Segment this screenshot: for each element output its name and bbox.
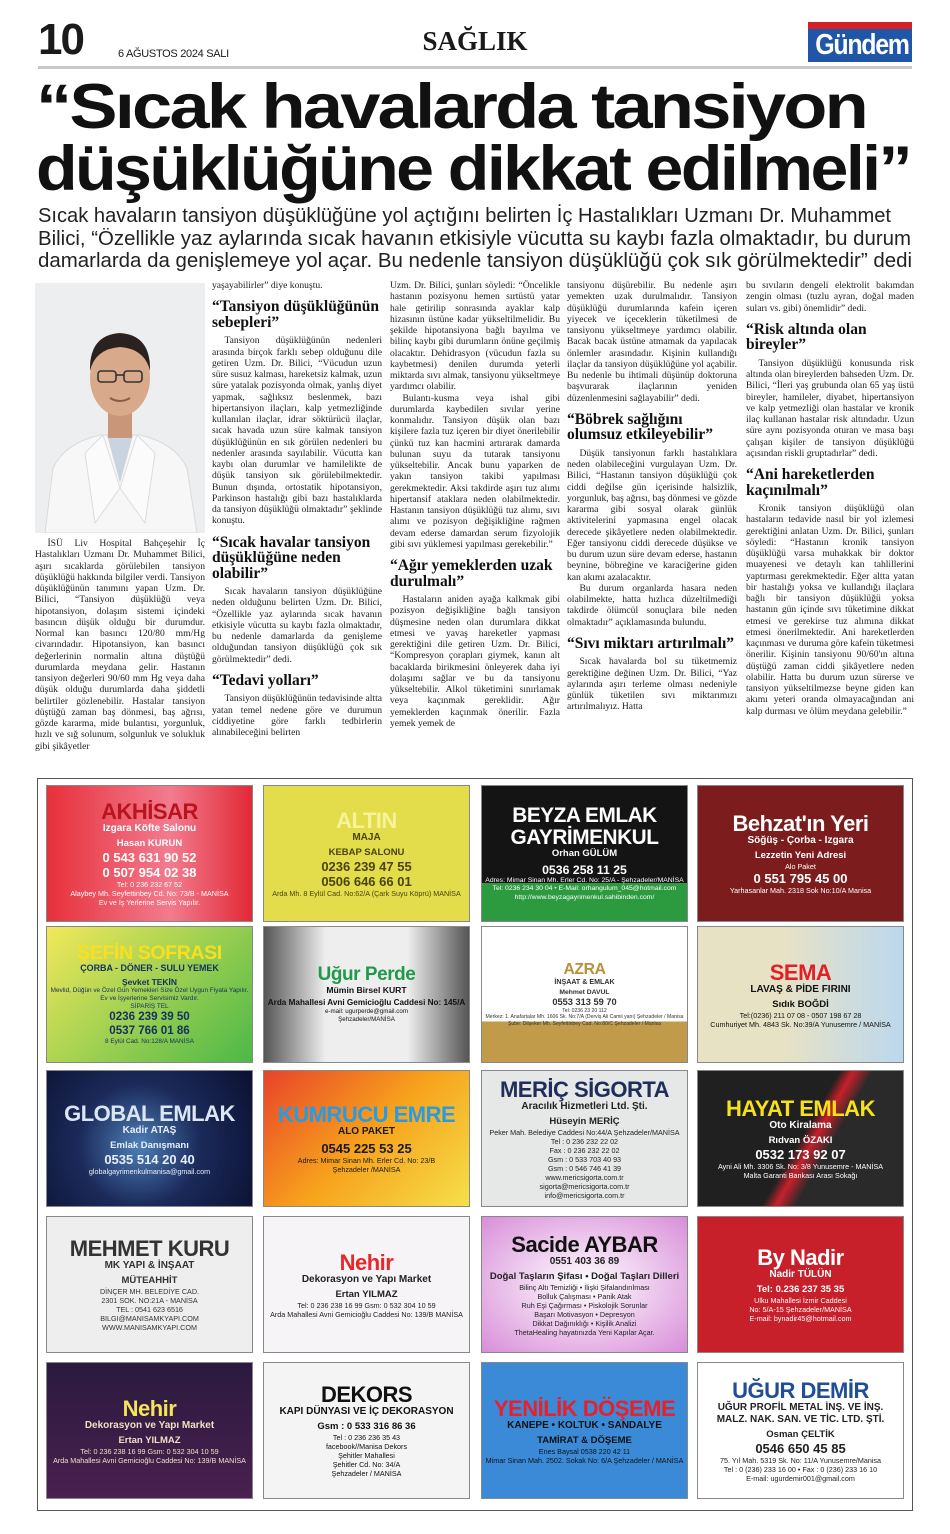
ad-title: Behzat'ın Yeri <box>732 811 869 836</box>
advertisement-card[interactable] <box>481 926 688 1063</box>
ad-title: KUMRUCU EMRE <box>277 1102 456 1127</box>
ad-detail-line: globalgayrimenkulmanisa@gmail.com <box>88 1166 211 1176</box>
ad-detail-line: Adres: Mimar Sinan Mh. Erler Cd. No: 23/B <box>297 1156 436 1165</box>
ad-detail-line: Tel: 0 236 238 16 99 Gsm: 0 532 304 10 59 <box>80 1446 219 1456</box>
ad-title: MERİÇ SİGORTA <box>499 1076 670 1102</box>
ad-subtitle: MK YAPI & İNŞAAT <box>104 1260 195 1271</box>
ad-subtitle: Aracılık Hizmetleri Ltd. Şti. <box>521 1100 648 1112</box>
paragraph: Sıcak havaların tansiyon düşüklüğüne neden olduğunu belirten Uzm. Dr. Bilici, “Özellikle yaz aylarında sıcak havanın etkisiyle vücutta su kaybı fazla olmaktadır, bu nedenle damarlarda da genişleme olduğundan tansiyon düşüklüğü çok sık görülmektedir” dedi. <box>212 586 382 665</box>
ad-detail-line: Ertan YILMAZ <box>335 1288 398 1300</box>
ad-detail-line: Tel: 0.236 237 35 35 <box>756 1284 845 1295</box>
ad-detail-line: Tel: 0 236 232 67 52 <box>116 880 183 889</box>
ad-detail-line: SİPARİŞ TEL <box>130 1003 169 1011</box>
ad-subtitle: KANEPE • KOLTUK • SANDALYE <box>507 1419 662 1431</box>
ad-detail-line: Merkez: 1. Anafartalar Mh. 1606 Sk. No:7/A (Derviş Ali Camii yanı) Şehzadeler / Manisa <box>485 1014 684 1021</box>
ad-detail-line: Tel : 0 236 232 22 02 <box>550 1136 619 1146</box>
ad-subtitle: Nadir TÜLÜN <box>769 1269 832 1280</box>
ad-detail-line: 0236 239 39 50 <box>109 1011 190 1024</box>
ad-detail-line: Rıdvan ÖZAKI <box>768 1135 833 1146</box>
paragraph: bu sıvıların dengeli elektrolit bakımdan zengin olması (tuzlu ayran, doğal maden suları vs. gibi) önemlidir” dedi. <box>746 280 914 314</box>
article-lead <box>38 205 913 273</box>
ad-title: Uğur Perde <box>317 964 416 986</box>
ad-detail-line: Lezzetin Yeni Adresi <box>754 850 847 861</box>
ad-detail-line: KEBAP SALONU <box>328 847 405 858</box>
ad-title: ALTIN <box>336 808 397 833</box>
ad-detail-line: Ev ve İş Yerlerine Servis Yapılır. <box>98 898 201 907</box>
ad-detail-line: Doğal Taşların Şifası • Doğal Taşları Dilleri <box>489 1270 680 1282</box>
subheading: “Sıcak havalar tansiyon düşüklüğüne neden olabilir” <box>212 533 371 582</box>
ad-detail-line: Şube: Dilşeker Mh. Seyfettinbey Cad. No:80/C Şehzadeler / Manisa <box>507 1020 662 1027</box>
ad-detail-line: No: 5/A-15 Şehzadeler/MANİSA <box>749 1305 852 1314</box>
ad-title: UĞUR DEMİR <box>732 1377 869 1403</box>
subheading: “Böbrek sağlığını olumsuz etkileyebilir” <box>567 410 713 444</box>
ad-detail-line: DİNÇER MH. BELEDİYE CAD. <box>99 1287 200 1296</box>
ad-title: MEHMET KURU <box>69 1236 230 1261</box>
advertisement-card[interactable] <box>46 785 253 922</box>
ad-detail-line: 0 551 795 45 00 <box>753 871 848 886</box>
subheading: “Risk altında olan bireyler” <box>746 320 867 354</box>
ad-detail-line: Arda Mahallesi Avni Gemicioğlu Caddesi No: 139/B MANİSA <box>53 1455 246 1465</box>
advertisement-card[interactable] <box>46 1216 253 1353</box>
paragraph: Tansiyon düşüklüğü konusunda risk altında olan bireylerden bahseden Uzm. Dr. Bilici, “İleri yaş grubunda olan 65 yaş üstü bireyler, hamileler, diyabet, hipertansiyon ve kalp yetmezliği olan hastalar ve kronik ilaç kullanan hastalar risk altındadır. Uzun süre aynı pozisyonda oturan ve masa başı çalışan kişiler de tansiyon düşüklüğü açısından riskli gruptadırlar” dedi. <box>746 357 914 459</box>
ad-detail-line: Gsm : 0 546 746 41 39 <box>547 1163 622 1173</box>
subheading: “Sıvı miktarı artırılmalı” <box>567 634 735 652</box>
ad-title: DEKORS <box>320 1382 413 1407</box>
ad-detail-line: Hasan KURUN <box>116 838 183 849</box>
ad-subtitle: 0551 403 36 89 <box>549 1255 620 1267</box>
ad-detail-line: http://www.beyzagayrimenkul.sahibinden.com/ <box>514 893 655 901</box>
ad-title: YENİLİK DÖŞEME <box>493 1395 676 1421</box>
advertisement-card[interactable] <box>263 1216 470 1353</box>
subheading: “Ağır yemeklerden uzak durulmalı” <box>390 557 553 590</box>
advertisement-card[interactable] <box>697 1362 904 1499</box>
ad-detail-line: Ertan YILMAZ <box>118 1434 181 1446</box>
ad-detail-line: Dikkat Dağınıklığı • Kişilik Analizi <box>532 1318 637 1328</box>
section-title: SAĞLIK <box>422 26 528 56</box>
advertisement-card[interactable] <box>481 1362 688 1499</box>
ad-detail-line: 2301 SOK. NO:21A - MANİSA <box>101 1296 198 1305</box>
lead-line: damarlarda da genişlemeye yol açar. Bu nedenle tansiyon düşüklüğü çok sık görülmektedir” dedi <box>38 250 912 272</box>
photo-caption-column <box>35 538 205 772</box>
paragraph: İSÜ Liv Hospital Bahçeşehir İç Hastalıkları Uzmanı Dr. Muhammet Bilici, aşırı sıcaklarda görülebilen tansiyon düşüklüğü hakkında bilgiler verdi. Tansiyon düşüklüğünün tanımını yapan Uzm. Dr. Bilici, “Tansiyon düşüklüğü veya hipotansiyon, dolaşım sistemi içindeki basıncın düşük olduğu bir durumdur. Normal kan basıncı 120/80 mm/Hg civarındadır. Hipotansiyon, kan basıncı değerlerinin normalin altına düştüğü durumlarda meydana gelir. Hastanın tansiyon değerleri 90/60 mm Hg veya daha düşük olduğu durumlarda daha şiddetli belirtiler gözlenebilir. Hastalar tansiyon düştüğü zaman baş dönmesi, baş ağrısı, gözde kararma, mide bulantısı, yorgunluk, hızlı ve sığ solunum, solgunluk ve solukluk gibi şikâyetler <box>35 538 205 752</box>
paragraph: Bu durum organlarda hasara neden olabilmekte, hatta hızlıca düzeltilmediği takdirde ölümcül sonuçlara bile neden olmaktadır” açıklamasında bulundu. <box>567 582 737 628</box>
ad-detail-line: Arda Mahallesi Avni Gemicioğlu Caddesi No: 139/B MANİSA <box>270 1309 463 1319</box>
ad-detail-line: E-mail: bynadir45@hotmail.com <box>749 1314 852 1323</box>
ad-detail-line: 0553 313 59 70 <box>552 997 617 1008</box>
ad-subtitle: MAJA <box>352 832 381 843</box>
advertisement-card[interactable] <box>481 1070 688 1207</box>
ad-detail-line: 0506 646 66 01 <box>321 874 412 889</box>
header-divider <box>38 66 912 69</box>
advertisement-card[interactable] <box>697 926 904 1063</box>
ad-title: GLOBAL EMLAK <box>64 1100 235 1126</box>
ad-detail-line: Bolluk Çalışması • Panik Atak <box>537 1291 632 1301</box>
ad-detail-line: 0535 514 20 40 <box>104 1151 195 1167</box>
ad-detail-line: Tel: 0 236 238 16 99 Gsm: 0 532 304 10 59 <box>297 1300 436 1310</box>
ad-detail-line: Gsm : 0 533 316 86 36 <box>317 1421 416 1432</box>
paragraph: Tansiyon düşüklüğünün tedavisinde altta yatan temel nedene göre ve durumun ciddiyetine göre farklı tedbirlerin alınabileceğini belirten <box>212 693 382 738</box>
article-column <box>567 280 737 772</box>
ad-detail-line: Yarhasanlar Mah. 2318 Sok No:10/A Manisa <box>729 886 872 895</box>
ad-subtitle: Izgara Köfte Salonu <box>102 823 197 834</box>
ad-detail-line: Arda Mahallesi Avni Gemicioğlu Caddesi No: 145/A <box>267 997 466 1007</box>
paragraph: Bulantı-kusma veya ishal gibi durumlarda kaybedilen sıvılar yerine konmalıdır. Tansiyon düşük olan bazı kişilere fazla tuz içeren bir diyet önerilebilir çünkü tuz kan hacmini artırarak damarda bulunan suyu da tutarak tansiyonu yükseltebilir. Ancak bunu yaparken de yakın tansiyon takibi yapılması gerekmektedir. Aksi takdirde aşırı tuz alımı hipertansif ataklara neden olabilmektedir. Hastanın tansiyon düşüklüğü tuz alımı, sıvı alımı ve pozisyon değişikliğine rağmen devam ederse damardan serum fizyolojik gibi sıvı yüklemesi yapılması gerekebilir.” <box>390 392 560 550</box>
ad-detail-line: Mevlid, Düğün ve Özel Gün Yemekleri Size Özel Uygun Fiyata Yapılır. <box>50 987 249 995</box>
paragraph: Düşük tansiyonun farklı hastalıklara neden olabileceğini vurgulayan Uzm. Dr. Bilici, “Hastanın tansiyon düşüklüğü çok ciddi değilse gün içerisinde halsizlik, yorgunluk, baş ağrısı, baş dönmesi ve gözde kararma gibi sosyal olarak günlük aktivitelerini yapmasına engel olacak derecede şikâyetlere neden olabilmektedir. Eğer tansiyonu ciddi derecede düşükse ve bu durum uzun süre devam ederse, hastanın beynine, böbreğine ve karaciğerine giden kan akımı azalacaktır. <box>567 447 737 583</box>
ad-detail-line: Enes Baysal 0538 220 42 11 <box>538 1446 631 1456</box>
ad-title: By Nadir <box>757 1245 844 1270</box>
advertisement-card[interactable] <box>263 926 470 1063</box>
ad-detail-line: Şehitler Cd. No: 34/A <box>332 1460 401 1469</box>
ad-title: Sacide AYBAR <box>511 1231 658 1257</box>
advertisement-card[interactable] <box>481 785 688 922</box>
ad-title: AKHİSAR <box>101 799 198 824</box>
ad-subtitle: İNŞAAT & EMLAK <box>554 978 615 987</box>
paragraph: yaşayabilirler” diye konuştu. <box>212 280 323 291</box>
ad-detail-line: Adres: Mimar Sinan Mh. Erler Cd. No: 25/A - Şehzadeler/MANİSA <box>485 876 684 884</box>
ad-detail-line: Gsm : 0 533 703 40 93 <box>547 1154 622 1164</box>
page-number: 10 <box>38 15 83 64</box>
ad-detail-line: Mehmet DAVUL <box>559 988 610 996</box>
ad-detail-line: 0 507 954 02 38 <box>102 865 197 880</box>
advertisement-card[interactable] <box>263 785 470 922</box>
ad-subtitle: UĞUR PROFİL METAL İNŞ. VE İNŞ. MALZ. NAK. SAN. VE TİC. LTD. ŞTİ. <box>716 1401 885 1425</box>
ad-detail-line: Ayni Ali Mh. 3306 Sk. No: 3/8 Yunusemre - MANİSA <box>717 1162 884 1171</box>
ad-detail-line: Alaybey Mh. Seyfettinbey Cd. No: 73/B - MANİSA <box>70 889 229 898</box>
lead-line: Sıcak havaların tansiyon düşüklüğüne yol açtığını belirten İç Hastalıkları Uzmanı Dr. Muhammet <box>38 205 891 227</box>
ad-detail-line: 75. Yıl Mah. 5319 Sk. No: 11/A Yunusemre/Manisa <box>719 1455 881 1465</box>
logo-prefix: Manisa'da <box>811 22 845 29</box>
advertisement-card[interactable] <box>46 926 253 1063</box>
ad-detail-line: TAMİRAT & DÖŞEME <box>537 1434 632 1446</box>
advertisement-card[interactable] <box>263 1362 470 1499</box>
ad-detail-line: Ev ve İşyerlerine Servisimiz Vardır. <box>100 995 199 1003</box>
ad-detail-line: TEL : 0541 623 6516 <box>116 1305 183 1314</box>
paragraph: Uzm. Dr. Bilici, şunları söyledi: “Öncelikle hastanın pozisyonu hemen sırtüstü yatar hale getirilip sonrasında ayaklar kalp hizasının üstüne kadar yükseltilmelidir. Bu şekilde hipotansiyona bağlı bayılma ve bilinç kaybı gibi durumların önüne geçilmiş olacaktır. Dehidrasyon (vücudun fazla su kaybetmesi) denilen durumda yeterli miktarda sıvı almak, tansiyonu yükseltmeye yardımcı olabilir. <box>390 280 560 393</box>
headline-line: düşüklüğüne dikkat edilmeli” <box>36 134 911 204</box>
ad-subtitle: Kadir ATAŞ <box>122 1124 177 1136</box>
ad-detail-line: Şehzadeler / MANİSA <box>331 1469 402 1478</box>
advertisement-card[interactable] <box>481 1216 688 1353</box>
ad-subtitle: Dekorasyon ve Yapı Market <box>84 1419 215 1431</box>
ad-detail-line: 8 Eylül Cad. No:128/A MANİSA <box>104 1038 195 1046</box>
ad-title: SEMA <box>769 959 832 985</box>
ad-detail-line: Hüseyin MERİÇ <box>549 1115 620 1127</box>
advertisement-card[interactable] <box>697 1070 904 1207</box>
ad-detail-line: Şehzadeler /MANİSA <box>332 1165 401 1174</box>
advertisement-card[interactable] <box>263 1070 470 1207</box>
ad-detail-line: E-mail: ugurdemir001@gmail.com <box>746 1473 855 1483</box>
ad-detail-line: e-mail: ugurperde@gmail.com <box>325 1008 408 1016</box>
ad-subtitle: LAVAŞ & PİDE FIRINI <box>750 983 851 995</box>
ad-detail-line: Mimar Sinan Mah. 2502. Sokak No: 6/A Şehzadeler / MANİSA <box>485 1455 684 1465</box>
lead-line: Bilici, “Özellikle yaz aylarında sıcak havanın etkisiyle vücutta su kaybı fazla olmaktadır, bu durum <box>38 227 911 250</box>
article-headline <box>36 72 916 204</box>
ad-detail-line: sigorta@mericsigorta.com.tr <box>539 1181 630 1191</box>
ad-detail-line: Ruh Eşi Çağırması • Piskolojik Sorunlar <box>521 1300 648 1310</box>
ad-subtitle: Oto Kiralama <box>769 1120 832 1131</box>
paragraph: tansiyonu düşürebilir. Bu nedenle aşırı yemekten uzak durulmalıdır. Tansiyon düşüklüğü durumlarında kafein içeren yiyecek ve içeceklerin tüketilmesi de tansiyonu yükseltmeye yardımcı olabilir. Bacak bacak üstüne atmamak da yapılacak önlemler arasındadır. Kişinin kullandığı ilaçlar da tansiyon düşüklüğüne yol açabilir. Bu nedenle bu ihtimali düşünüp doktoruna başvurarak ilaçlarının yeniden düzenlenmesini sağlayabilir” dedi. <box>567 280 737 404</box>
ad-title: HAYAT EMLAK <box>726 1096 875 1121</box>
ad-subtitle: Mümin Birsel KURT <box>326 985 407 996</box>
ad-detail-line: Başarı Motivasyon • Depresyon <box>534 1309 635 1319</box>
ad-detail-line: Tel:(0236) 211 07 08 - 0507 198 67 28 <box>739 1010 862 1020</box>
paragraph: Tansiyon düşüklüğünün nedenleri arasında birçok farklı sebep olduğunu dile getiren Uzm. Dr. Bilici, “Vücudun uzun süre susuz kalması, hareketsiz kalmak, uzun süre yatalak pozisyonda olmak, yanlış diyet yapmak, sağlıksız beslenmek, bazı hipertansiyon ilaçları, kalp yetmezliğinde kullanılan ilaçlar, idrar söktürücü ilaçlar, sıcak havada uzun süre kalmak tansiyon düşüklüğünün en sık görülen nedenleri bu nedenler arasında sayılabilir. Vücutta kan kaybı olan durumlar ve hamilelikte de düşük tansiyon sık görülebilmektedir. Bunun dışında, ortostatik hipotansiyon, Parkinson hastalığı gibi bazı hastalıklarda da tansiyon düşüklüğü olmaktadır” şeklinde konuştu. <box>212 335 382 527</box>
ad-detail-line: 0537 766 01 86 <box>109 1024 190 1037</box>
ad-detail-line: facebook//Manisa Dekors <box>325 1442 408 1451</box>
ad-detail-line: 0536 258 11 25 <box>542 862 627 877</box>
ad-detail-line: Emlak Danışmanı <box>110 1139 189 1151</box>
ad-subtitle: Orhan GÜLÜM <box>551 848 618 860</box>
article-column <box>212 280 382 772</box>
ad-subtitle: Dekorasyon ve Yapı Market <box>301 1273 432 1285</box>
ad-detail-line: Tel : 0 (236) 233 16 00 • Fax : 0 (236) 233 16 10 <box>723 1464 878 1474</box>
ad-detail-line: Tel : 0 236 236 35 43 <box>332 1433 401 1442</box>
subheading: “Tedavi yolları” <box>212 671 319 689</box>
ad-title: Nehir <box>339 1249 394 1275</box>
logo-text: Gündem <box>815 29 909 61</box>
ad-subtitle: Söğüş - Çorba - Izgara <box>747 835 854 846</box>
ad-detail-line: 0532 173 92 07 <box>755 1147 846 1162</box>
ad-title: AZRA <box>563 960 606 978</box>
ad-detail-line: 0 543 631 90 52 <box>102 850 197 865</box>
ad-detail-line: Şehzadeler/MANİSA <box>338 1016 395 1024</box>
advertisement-card[interactable] <box>46 1070 253 1207</box>
ad-detail-line: Osman ÇELTİK <box>766 1428 835 1440</box>
issue-date: 6 AĞUSTOS 2024 SALI <box>118 48 229 60</box>
ad-detail-line: 0236 239 47 55 <box>321 859 412 874</box>
ad-detail-line: MÜTEAHHİT <box>121 1275 178 1286</box>
ad-detail-line: Fax : 0 236 232 22 02 <box>549 1145 620 1155</box>
ad-subtitle: ÇORBA - DÖNER - SULU YEMEK <box>80 963 219 974</box>
ad-detail-line: ThetaHealing hayatınızda Yeni Kapılar Açar. <box>514 1327 655 1337</box>
ad-detail-line: Şehitler Mahallesi <box>338 1451 395 1460</box>
ad-detail-line: 0545 225 53 25 <box>321 1141 412 1156</box>
ad-detail-line: www.mericsigorta.com.tr <box>545 1172 624 1182</box>
article-column <box>390 280 560 772</box>
ad-detail-line: Tel: 0236 234 30 04 • E-Mail: orhangulum_045@hotmail.com <box>492 885 677 893</box>
ad-detail-line: Tel: 0236 23 20 112 <box>562 1008 607 1015</box>
ad-detail-line: BILGI@MANISAMKYAPI.COM <box>100 1314 199 1323</box>
ad-detail-line: Peker Mah. Belediye Caddesi No:44/A Şehzadeler/MANİSA <box>489 1127 680 1137</box>
ad-detail-line: Malta Garanti Bankası Arası Sokağı <box>743 1171 858 1180</box>
ad-detail-line: WWW.MANISAMKYAPI.COM <box>102 1323 197 1332</box>
paragraph: Hastaların aniden ayağa kalkmak gibi pozisyon değişikliğine bağlı tansiyon düşmesine neden olan durumlara dikkat etmesi ve yavaş hareketler yapması gerektiğini dile getiren Uzm. Dr. Bilici, “Kompresyon çorapları giymek, kanın alt bacaklarda birikmesini önleyerek daha iyi dolaşımı sağlar ve bu da tansiyonu yükseltebilir. Alkol tüketimini sınırlamak veya kaçınmak gereklidir. Ağır yemeklerden kaçınmak önerilir. Fazla yemek yemek de <box>390 594 560 729</box>
doctor-photo <box>35 283 205 533</box>
advertisement-card[interactable] <box>697 785 904 922</box>
ad-detail-line: Bilinç Altı Temizliği • İlişki Şifalandırılması <box>519 1282 650 1292</box>
ad-detail-line: Şevket TEKİN <box>121 976 178 987</box>
article-column <box>746 280 914 772</box>
advertisement-card[interactable] <box>697 1216 904 1353</box>
ad-detail-line: Cumhuriyet Mh. 4843 Sk. No:39/A Yunusemre / MANİSA <box>710 1019 891 1029</box>
paragraph: Kronik tansiyon düşüklüğü olan hastaların tedavide nasıl bir yol izlemesi gerektiğini anlatan Uzm. Dr. Bilici, şunları söyledi: “Hastanın kronik tansiyon düşüklüğü varsa muhakkak bir doktor muayenesi ve detaylı kan tahlillerini yaptırması gerekmektedir. Eğer altta yatan bir hastalığı yoksa ve kullandığı ilaçlara bağlı bir tansiyon düşüklüğü yoksa hastanın gün içinde sıvı tüketimine dikkat etmesi ve gerekirse tuz alımına dikkat etmesi önerilmektedir. Ani hareketlerden kaçınması ve duruma göre kafein tüketmesi önerilir. Kişinin tansiyonu 90/60'ın altına düştüğü zaman ciddi şikâyetlere neden olabilir. Hatta bu durum uzun sürerse ve tansiyon yükseltilmezse beyne giden kan akımı yeteri oranda olmayacağından ani kalp durması ve ölüm meydana gelebilir.” <box>746 503 914 717</box>
paragraph: Sıcak havalarda bol su tüketmemiz gerektiğine değinen Uzm. Dr. Bilici, “Yaz aylarında aşırı terleme olması nedeniyle günlük tüketilen sıvı miktarımızı artırılmalıyız. Hatta <box>567 656 737 713</box>
subheading: “Tansiyon düşüklüğünün sebepleri” <box>212 298 380 331</box>
subheading: “Ani hareketlerden kaçınılmalı” <box>746 466 875 499</box>
ad-detail-line: 0546 650 45 85 <box>755 1440 846 1456</box>
advertisement-card[interactable] <box>46 1362 253 1499</box>
ad-detail-line: info@mericsigorta.com.tr <box>544 1190 625 1200</box>
ad-title: Nehir <box>122 1395 177 1421</box>
ad-detail-line: Arda Mh. 8 Eylül Cad. No:62/A (Çark Suyu Köprü) MANİSA <box>272 889 461 898</box>
ad-detail-line: Alo Paket <box>785 862 816 871</box>
headline-line: “Sıcak havalarda tansiyon <box>36 72 866 142</box>
newspaper-logo[interactable] <box>808 22 912 62</box>
ad-subtitle: ALO PAKET <box>337 1126 396 1137</box>
ad-subtitle: KAPI DÜNYASI VE İÇ DEKORASYON <box>279 1406 454 1417</box>
ad-title: BEYZA EMLAK GAYRİMENKUL <box>510 803 659 849</box>
ad-detail-line: Ulku Mahallesi İzmir Caddesi <box>754 1296 847 1305</box>
ad-detail-line: Sıdık BOĞDİ <box>772 998 829 1010</box>
ad-title: ŞEFİN SOFRASI <box>77 941 222 964</box>
